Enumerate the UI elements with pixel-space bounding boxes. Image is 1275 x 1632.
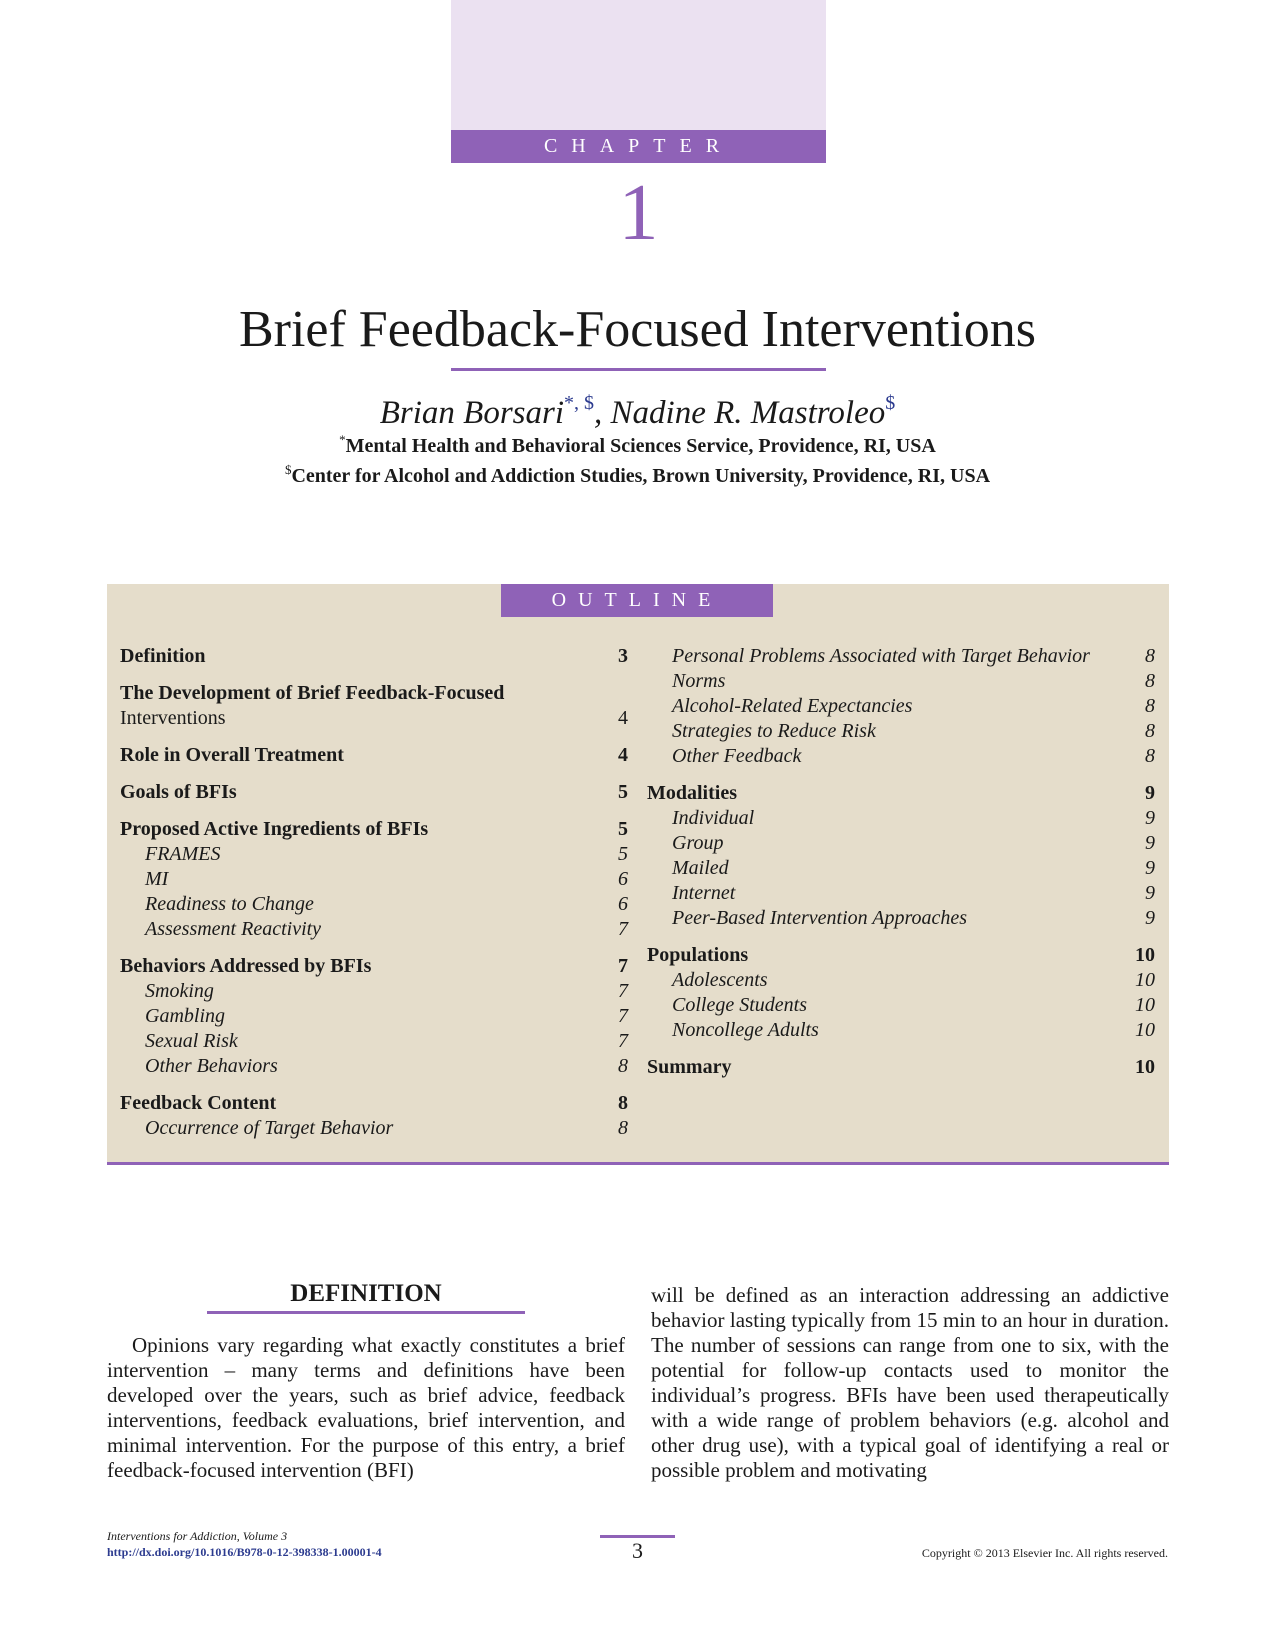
outline-entry-page: 8 — [1145, 645, 1155, 667]
outline-entry[interactable] — [647, 669, 1155, 694]
body-text-right: will be defined as an interaction addressing an addictive behavior lasting typically from 15 min to an hour in duration. The number of sessions can range from one to six, with the potential for follow-up contacts used to monitor the individual’s progress. BFIs have been used therapeutically with a wide range of problem behaviors (e.g. alcohol and other drug use), with a typical goal of identifying a real or possible problem and motivating — [651, 1283, 1169, 1482]
outline-entry-page: 6 — [618, 868, 628, 890]
outline-entry-page: 9 — [1145, 857, 1155, 879]
outline-entry-title: Sexual Risk — [145, 1030, 238, 1052]
chapter-number: 1 — [618, 169, 659, 257]
outline-left-column — [120, 644, 628, 1141]
outline-entry-page: 5 — [618, 818, 628, 840]
outline-entry-title: Strategies to Reduce Risk — [672, 720, 876, 742]
outline-entry[interactable] — [647, 806, 1155, 831]
outline-entry-page: 10 — [1135, 969, 1155, 991]
outline-entry-page: 9 — [1145, 782, 1155, 804]
affiliation — [0, 455, 1275, 491]
outline-entry[interactable] — [647, 856, 1155, 881]
affiliation-mark: $ — [284, 462, 292, 477]
outline-entry[interactable] — [120, 979, 628, 1004]
outline-entry[interactable] — [120, 681, 628, 706]
outline-entry-title: Occurrence of Target Behavior — [145, 1117, 394, 1139]
body-text-left: Opinions vary regarding what exactly constitutes a brief intervention – many terms and definitions have been developed over the years, such as brief advice, feedback interventions, feedback evaluations, brief intervention, and minimal intervention. For the purpose of this entry, a brief feedback-focused intervention (BFI) — [107, 1333, 625, 1482]
outline-entry-page: 9 — [1145, 832, 1155, 854]
outline-entry-page: 3 — [618, 645, 628, 667]
outline-entry-page: 8 — [618, 1117, 628, 1139]
outline-entry-page: 8 — [1145, 720, 1155, 742]
affiliation-text: Mental Health and Behavioral Sciences Service, Providence, RI, USA — [345, 435, 936, 457]
affiliation-mark: * — [339, 432, 346, 447]
outline-entry-page: 9 — [1145, 807, 1155, 829]
outline-entry-title: Alcohol-Related Expectancies — [672, 695, 913, 717]
outline-entry-page: 8 — [1145, 670, 1155, 692]
outline-entry[interactable] — [120, 644, 628, 669]
chapter-header-box — [451, 0, 826, 130]
outline-entry-title: Mailed — [672, 857, 729, 879]
outline-entry-page: 7 — [618, 1005, 628, 1027]
outline-entry[interactable] — [120, 743, 628, 768]
author-marks: *, $ — [564, 392, 595, 414]
outline-entry-title: FRAMES — [145, 843, 221, 865]
outline-entry[interactable] — [647, 644, 1155, 669]
outline-entry-page: 7 — [618, 955, 628, 977]
outline-entry[interactable] — [647, 943, 1155, 968]
outline-entry-title: MI — [145, 868, 169, 890]
outline-entry[interactable] — [647, 881, 1155, 906]
outline-entry-title: Populations — [647, 944, 749, 966]
outline-entry-page: 4 — [618, 744, 628, 766]
outline-entry-page: 10 — [1135, 1056, 1155, 1078]
outline-entry-title: Modalities — [647, 782, 737, 804]
page-number: 3 — [632, 1538, 643, 1563]
outline-entry-title: Behaviors Addressed by BFIs — [120, 955, 372, 977]
outline-entry[interactable] — [647, 719, 1155, 744]
outline-entry-title: Norms — [672, 670, 726, 692]
outline-entry-title: Other Behaviors — [145, 1055, 278, 1077]
outline-entry-title: Gambling — [145, 1005, 225, 1027]
outline-entry-page: 9 — [1145, 907, 1155, 929]
outline-entry[interactable] — [120, 1054, 628, 1079]
outline-entry-title: Other Feedback — [672, 745, 802, 767]
outline-entry[interactable] — [120, 817, 628, 842]
outline-entry-page: 7 — [618, 980, 628, 1002]
outline-entry[interactable] — [647, 1055, 1155, 1080]
outline-entry[interactable] — [647, 781, 1155, 806]
outline-entry[interactable] — [120, 1004, 628, 1029]
outline-entry-page: 10 — [1135, 944, 1155, 966]
outline-entry-title: Group — [672, 832, 724, 854]
outline-entry-title: Summary — [647, 1056, 732, 1078]
outline-right-column — [647, 644, 1155, 1080]
outline-entry-page: 10 — [1135, 1019, 1155, 1041]
outline-entry[interactable] — [647, 694, 1155, 719]
outline-entry-page: 7 — [618, 918, 628, 940]
outline-entry-title: Individual — [672, 807, 755, 829]
outline-entry[interactable] — [647, 993, 1155, 1018]
outline-entry-page: 8 — [1145, 745, 1155, 767]
outline-entry-title: Internet — [672, 882, 736, 904]
outline-entry-title: Role in Overall Treatment — [120, 744, 344, 766]
outline-entry-title: Goals of BFIs — [120, 781, 237, 803]
outline-entry-page: 5 — [618, 781, 628, 803]
outline-entry-title: Interventions — [120, 707, 226, 729]
outline-entry[interactable] — [120, 1029, 628, 1054]
outline-entry-title: Readiness to Change — [145, 893, 314, 915]
author-name: Brian Borsari — [379, 395, 565, 431]
outline-label: OUTLINE — [501, 584, 773, 617]
book-title: Interventions for Addiction, Volume 3 — [107, 1529, 288, 1543]
outline-entry-title: Adolescents — [672, 969, 768, 991]
outline-entry-page: 7 — [618, 1030, 628, 1052]
doi-link[interactable]: http://dx.doi.org/10.1016/B978-0-12-398338-1.00001-4 — [107, 1545, 382, 1559]
outline-entry-page: 9 — [1145, 882, 1155, 904]
outline-entry-title: Peer-Based Intervention Approaches — [672, 907, 968, 929]
outline-entry[interactable] — [647, 968, 1155, 993]
outline-entry[interactable] — [647, 906, 1155, 931]
outline-entry-page: 8 — [618, 1092, 628, 1114]
author-name: Nadine R. Mastroleo — [610, 395, 886, 431]
outline-entry-title: Definition — [120, 645, 206, 667]
outline-entry[interactable] — [120, 917, 628, 942]
outline-entry[interactable] — [120, 1116, 628, 1141]
outline-entry[interactable] — [120, 780, 628, 805]
outline-entry-page: 6 — [618, 893, 628, 915]
section-heading: DEFINITION — [290, 1280, 442, 1307]
outline-entry-title: College Students — [672, 994, 807, 1016]
copyright-notice: Copyright © 2013 Elsevier Inc. All rights reserved. — [921, 1546, 1168, 1560]
outline-entry[interactable] — [120, 867, 628, 892]
outline-entry-title: Feedback Content — [120, 1092, 277, 1114]
chapter-title: Brief Feedback-Focused Interventions — [238, 301, 1037, 358]
chapter-label: CHAPTER — [451, 130, 826, 163]
outline-entry[interactable] — [647, 1018, 1155, 1043]
outline-entry[interactable] — [647, 744, 1155, 769]
outline-entry[interactable] — [120, 842, 628, 867]
outline-entry[interactable] — [647, 831, 1155, 856]
outline-entry-page: 5 — [618, 843, 628, 865]
outline-entry-title: Noncollege Adults — [672, 1019, 819, 1041]
outline-entry-title: Proposed Active Ingredients of BFIs — [120, 818, 429, 840]
outline-entry-title: Smoking — [145, 980, 214, 1002]
outline-entry[interactable] — [120, 706, 628, 731]
footer-citation — [107, 1528, 507, 1560]
outline-entry-page: 8 — [618, 1055, 628, 1077]
title-divider — [451, 368, 826, 371]
author-separator: , — [594, 395, 611, 431]
affiliation-text: Center for Alcohol and Addiction Studies, Brown University, Providence, RI, USA — [291, 465, 991, 487]
outline-entry-page: 8 — [1145, 695, 1155, 717]
outline-entry-page: 10 — [1135, 994, 1155, 1016]
outline-box — [107, 584, 1169, 1165]
outline-entry[interactable] — [120, 1091, 628, 1116]
section-heading-rule — [207, 1311, 525, 1314]
outline-entry[interactable] — [120, 892, 628, 917]
outline-entry-page: 4 — [618, 707, 628, 729]
author-marks: $ — [885, 392, 896, 414]
outline-entry[interactable] — [120, 954, 628, 979]
outline-entry-title: The Development of Brief Feedback-Focused — [120, 682, 505, 704]
outline-entry-title: Assessment Reactivity — [145, 918, 322, 940]
outline-entry-title: Personal Problems Associated with Target Behavior — [672, 645, 1090, 667]
